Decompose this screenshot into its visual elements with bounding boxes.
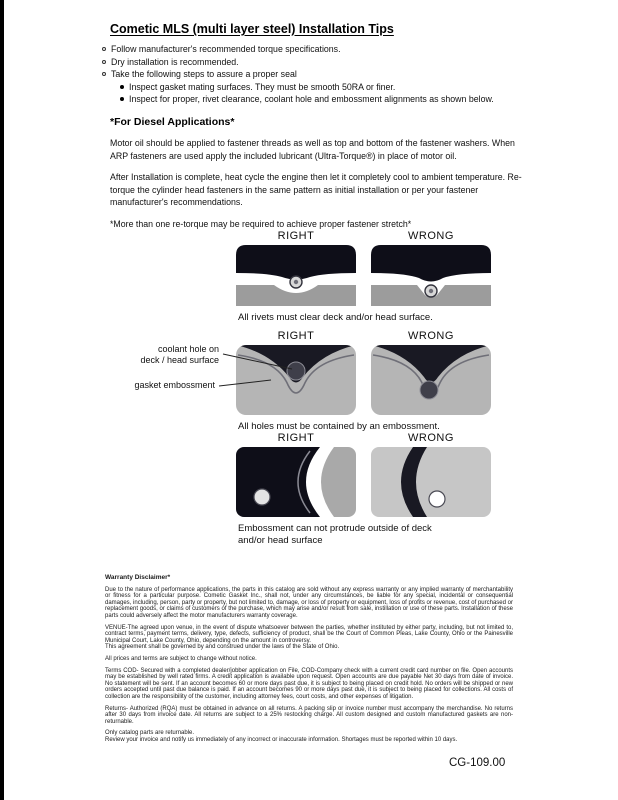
- hole-crossing-svg: [371, 345, 491, 415]
- tip-sub-item: [120, 82, 542, 93]
- diesel-paragraph-1: Motor oil should be applied to fastener threads as well as top and bottom of the fastener washers. When ARP fasteners are used apply the included lubricant (Ultra-Torque®) in place of motor oil.: [110, 138, 515, 161]
- rivet-right-diagram: [236, 245, 356, 306]
- tip-text: Dry installation is recommended.: [111, 56, 239, 67]
- hollow-bullet-icon: [102, 60, 106, 64]
- hole-contained-svg: [236, 345, 356, 415]
- diesel-section: [110, 116, 528, 230]
- warranty-paragraph: All prices and terms are subject to change without notice.: [105, 655, 257, 662]
- warranty-paragraph: Terms COD- Secured with a completed dealer/jobber application on File, COD-Company check with a current credit card number on file. Open accounts may be established by well rated firms. A credit application is available upon request. Open accounts are due payable Net 30 days from date of invoice. No statement will be sent. If an account becomes 60 or more days past due, it is subject to being placed on credit hold. No orders will be shipped or new orders accepted until past due balance is paid. If an account becomes 90 or more days past due, it is subject to being placed for collections. All costs of collection are the responsibility of the customer, including attorney fees, court costs, and other expenses of litigation.: [105, 667, 513, 700]
- hollow-bullet-icon: [102, 47, 106, 51]
- retorque-note: *More than one re-torque may be required to achieve proper fastener stretch*: [110, 218, 412, 229]
- page-title: Cometic MLS (multi layer steel) Installation Tips: [110, 22, 394, 36]
- tip-item: [102, 57, 542, 68]
- wrong-header: WRONG: [408, 230, 454, 242]
- diagram-embossment-protrusion: [95, 432, 535, 550]
- embossment-right-diagram: [236, 447, 356, 517]
- hole-right-diagram: [236, 345, 356, 415]
- warranty-paragraph: Only catalog parts are returnable.: [105, 730, 195, 737]
- right-header: RIGHT: [277, 432, 315, 444]
- gasket-embossment-label: gasket embossment: [134, 380, 215, 390]
- embossment-caption: Embossment can not protrude outside of deck and/or head surface: [238, 523, 432, 546]
- warranty-paragraph: This agreement shall be governed by and construed under the laws of the State of Ohio.: [105, 644, 340, 651]
- tip-item: [102, 69, 542, 80]
- diesel-heading: *For Diesel Applications*: [110, 116, 235, 128]
- warranty-heading: Warranty Disclaimer*: [105, 574, 171, 581]
- hollow-bullet-icon: [102, 72, 106, 76]
- warranty-paragraph: Due to the nature of performance applications, the parts in this catalog are sold without any express warranty or any implied warranty of merchantability or fitness for a particular purpose. Cometic Gasket Inc., shall not, under any circumstances, be liable for any special, incidental or consequential damages, including, person, party or property, but not limited to, damage, or loss of property or equipment, loss of profits or revenue, cost of purchased or replacement goods, or claims of customers of the purchase, which may arise and/or result from sale, instillation or use of these parts. Installation of these parts could adversely affect the motor manufacturers warranty coverage.: [105, 586, 513, 619]
- diagram-coolant-holes: [95, 330, 535, 434]
- embossment-wrong-diagram: [371, 447, 491, 517]
- rivet-clear-svg: [236, 245, 356, 306]
- hole-wrong-diagram: [371, 345, 491, 415]
- warranty-paragraph: VENUE-The agreed upon venue, in the event of dispute whatsoever between the parties, whether instituted by either party, including, but not limited to, contract terms, payment terms, delivery, type, defects, sufficiency of product, shall be the Court of Common Pleas, Lake County, Ohio or the Painesville Municipal Court, Lake County, Ohio, depending on the amount in controversy.: [105, 624, 513, 644]
- warranty-paragraph: Review your invoice and notify us immediately of any incorrect or inaccurate information. Shortages must be reported within 10 days.: [105, 736, 458, 743]
- coolant-hole-label-line2: deck / head surface: [140, 354, 219, 365]
- installation-tips-list: [102, 44, 542, 107]
- solid-bullet-icon: [120, 85, 124, 89]
- left-edge-rule: [0, 0, 4, 800]
- holes-caption: All holes must be contained by an embossment.: [238, 421, 440, 432]
- wrong-header: WRONG: [408, 330, 454, 342]
- warranty-disclaimer: [105, 575, 513, 748]
- diesel-paragraph-2: After Installation is complete, heat cycle the engine then let it completely cool to ambient temperature. Re-torque the cylinder head fasteners in the same pattern as initial installation or per your fastener manufacturer's recommendations.: [110, 172, 522, 207]
- tip-sub-item: [120, 94, 542, 105]
- tip-text: Follow manufacturer's recommended torque specifications.: [111, 44, 341, 54]
- diagram-rivet-clearance: [95, 230, 535, 330]
- rivet-wrong-diagram: [371, 245, 491, 306]
- right-header: RIGHT: [277, 230, 315, 242]
- coolant-hole-label-line1: coolant hole on: [157, 344, 219, 354]
- tip-text: Take the following steps to assure a proper seal: [111, 69, 297, 79]
- tip-item: [102, 44, 542, 55]
- warranty-paragraph: Returns- Authorized (RQA) must be obtained in advance on all returns. A packing slip or invoice number must accompany the merchandise. No returns after 30 days from invoice date. All returns are subject to a 25% restocking charge. All custom designed and custom manufactured gaskets are non-returnable.: [105, 705, 513, 725]
- wrong-header: WRONG: [408, 432, 454, 444]
- right-header: RIGHT: [277, 330, 315, 342]
- embossment-protruding-svg: [371, 447, 491, 517]
- coolant-hole-label: [95, 344, 219, 365]
- embossment-inside-svg: [236, 447, 356, 517]
- tip-text: Inspect for proper, rivet clearance, coolant hole and embossment alignments as shown below.: [129, 94, 494, 104]
- tip-text: Inspect gasket mating surfaces. They must be smooth 50RA or finer.: [129, 81, 396, 92]
- rivet-touching-svg: [371, 245, 491, 306]
- solid-bullet-icon: [120, 97, 124, 101]
- rivets-caption: All rivets must clear deck and/or head surface.: [238, 312, 433, 323]
- page-code: CG-109.00: [449, 757, 506, 769]
